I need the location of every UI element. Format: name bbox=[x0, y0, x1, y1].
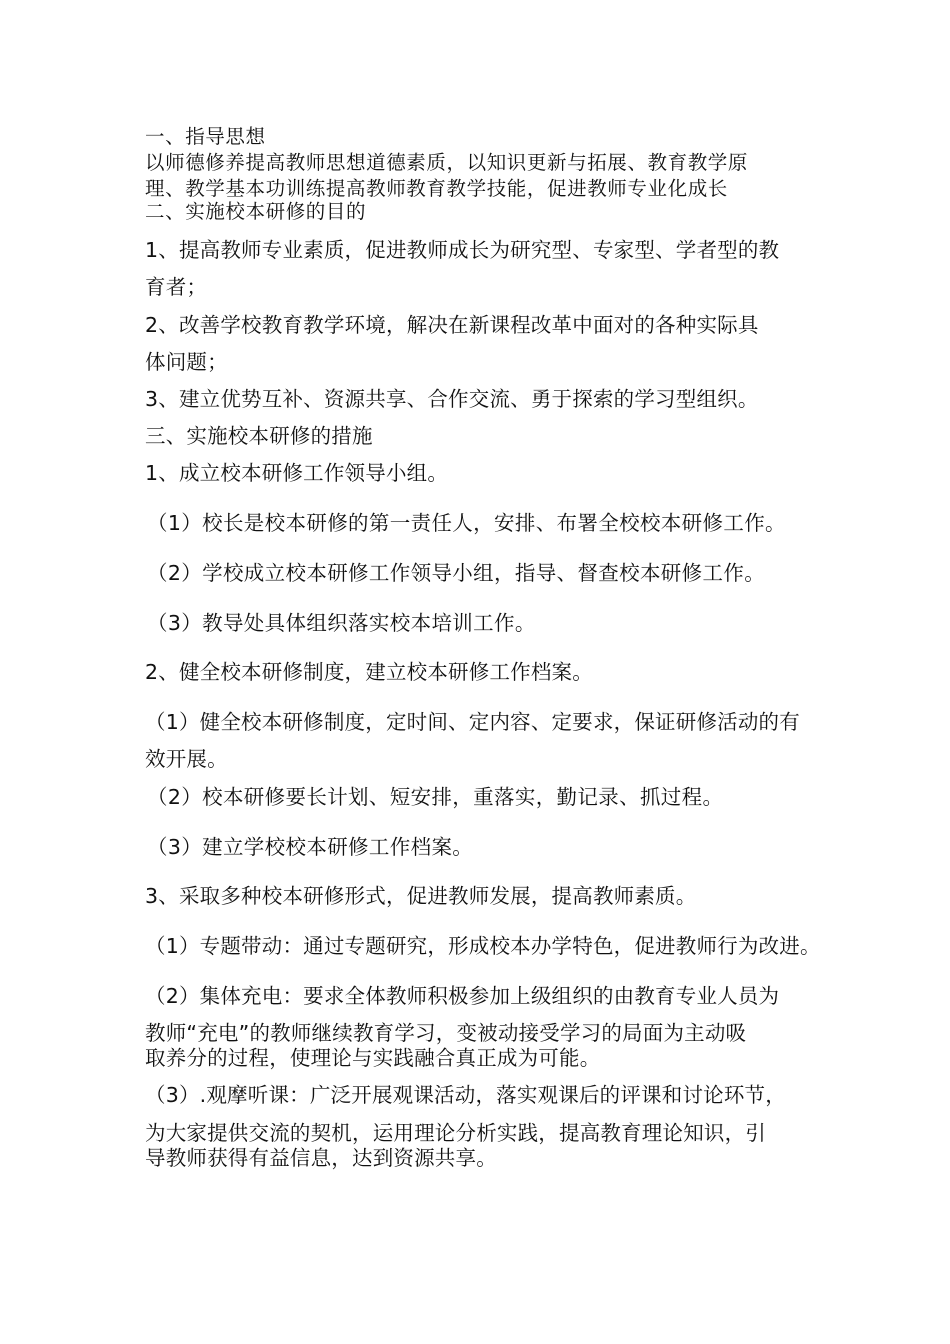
paragraph-line: 1、提高教师专业素质，促进教师成长为研究型、专家型、学者型的教 bbox=[145, 238, 780, 262]
paragraph-line: 3、采取多种校本研修形式，促进教师发展，提高教师素质。 bbox=[145, 884, 697, 908]
paragraph-line: 体问题； bbox=[145, 350, 228, 374]
paragraph-line: 2、改善学校教育教学环境，解决在新课程改革中面对的各种实际具 bbox=[145, 313, 759, 337]
paragraph-line: 取养分的过程，使理论与实践融合真正成为可能。 bbox=[145, 1046, 601, 1070]
paragraph-line: （1）健全校本研修制度，定时间、定内容、定要求，保证研修活动的有 bbox=[145, 710, 800, 734]
paragraph-line: 育者； bbox=[145, 275, 208, 299]
paragraph-line: 3、建立优势互补、资源共享、合作交流、勇于探索的学习型组织。 bbox=[145, 387, 759, 411]
heading-guiding-ideology: 一、指导思想 bbox=[145, 125, 266, 148]
paragraph-line: （3）.观摩听课：广泛开展观课活动，落实观课后的评课和讨论环节， bbox=[145, 1083, 786, 1107]
paragraph-line: （1）校长是校本研修的第一责任人，安排、布署全校校本研修工作。 bbox=[147, 511, 786, 535]
paragraph-line: 效开展。 bbox=[145, 747, 228, 771]
paragraph-line: （3）建立学校校本研修工作档案。 bbox=[147, 835, 474, 859]
paragraph-line: （2）学校成立校本研修工作领导小组，指导、督查校本研修工作。 bbox=[147, 561, 766, 585]
paragraph-line: 教师“充电”的教师继续教育学习，变被动接受学习的局面为主动吸 bbox=[145, 1021, 747, 1045]
paragraph-line: （1）专题带动：通过专题研究，形成校本办学特色，促进教师行为改进。 bbox=[145, 934, 821, 958]
paragraph-line: （3）教导处具体组织落实校本培训工作。 bbox=[147, 611, 536, 635]
heading-measures: 三、实施校本研修的措施 bbox=[145, 424, 373, 448]
paragraph-line: 理、教学基本功训练提高教师教育教学技能，促进教师专业化成长 bbox=[145, 177, 728, 200]
paragraph-line: 以师德修养提高教师思想道德素质，以知识更新与拓展、教育教学原 bbox=[145, 151, 749, 174]
heading-purpose: 二、实施校本研修的目的 bbox=[145, 200, 367, 223]
paragraph-line: 导教师获得有益信息，达到资源共享。 bbox=[145, 1146, 497, 1170]
paragraph-line: 1、成立校本研修工作领导小组。 bbox=[145, 461, 449, 485]
paragraph-line: （2）校本研修要长计划、短安排，重落实，勤记录、抓过程。 bbox=[147, 785, 724, 809]
paragraph-line: （2）集体充电：要求全体教师积极参加上级组织的由教育专业人员为 bbox=[145, 984, 780, 1008]
paragraph-line: 2、健全校本研修制度，建立校本研修工作档案。 bbox=[145, 660, 593, 684]
paragraph-line: 为大家提供交流的契机，运用理论分析实践，提高教育理论知识，引 bbox=[145, 1121, 766, 1145]
